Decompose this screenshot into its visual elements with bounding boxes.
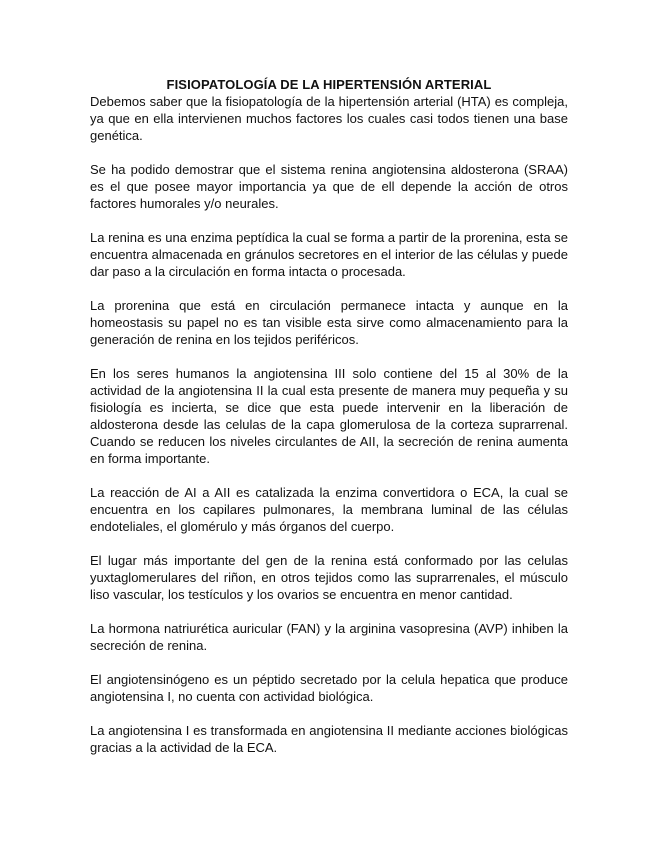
paragraph-3: La renina es una enzima peptídica la cual se forma a partir de la prorenina, esta se encuentra almacenada en gránulos secretores en el interior de las células y puede dar paso a la circulación en forma intacta o procesada. (90, 230, 568, 279)
paragraph-10: La angiotensina I es transformada en angiotensina II mediante acciones biológicas gracias a la actividad de la ECA. (90, 723, 568, 755)
paragraph-7: El lugar más importante del gen de la renina está conformado por las celulas yuxtaglomerulares del riñon, en otros tejidos como las suprarrenales, el músculo liso vascular, los testículos y los ovarios se encuentra en menor cantidad. (90, 553, 568, 602)
paragraph-4: La prorenina que está en circulación permanece intacta y aunque en la homeostasis su papel no es tan visible esta sirve como almacenamiento para la generación de renina en los tejidos periféricos. (90, 298, 568, 347)
paragraph-6: La reacción de AI a AII es catalizada la enzima convertidora o ECA, la cual se encuentra en los capilares pulmonares, la membrana luminal de las células endoteliales, el glomérulo y más órganos del cuerpo. (90, 485, 568, 534)
paragraph-spacer (90, 348, 568, 365)
paragraph-8: La hormona natriurética auricular (FAN) y la arginina vasopresina (AVP) inhiben la secreción de renina. (90, 621, 568, 653)
paragraph-2: Se ha podido demostrar que el sistema renina angiotensina aldosterona (SRAA) es el que posee mayor importancia ya que de ell depende la acción de otros factores humorales y/o neurales. (90, 162, 568, 211)
paragraph-spacer (90, 603, 568, 620)
paragraph-spacer (90, 144, 568, 161)
paragraph-spacer (90, 535, 568, 552)
document-title: FISIOPATOLOGÍA DE LA HIPERTENSIÓN ARTERIAL (166, 77, 492, 92)
paragraph-5: En los seres humanos la angiotensina III solo contiene del 15 al 30% de la actividad de la angiotensina II la cual esta presente de manera muy pequeña y su fisiología es incierta, se dice que esta puede intervenir en la liberación de aldosterona desde las celulas de la capa glomerulosa de la corteza suprarrenal. Cuando se reducen los niveles circulantes de AII, la secreción de renina aumenta en forma importante. (90, 366, 568, 466)
paragraph-spacer (90, 212, 568, 229)
paragraph-spacer (90, 280, 568, 297)
paragraph-spacer (90, 654, 568, 671)
document-body (90, 76, 568, 756)
paragraph-spacer (90, 705, 568, 722)
paragraph-1: Debemos saber que la fisiopatología de la hipertensión arterial (HTA) es compleja, ya que en ella intervienen muchos factores los cuales casi todos tienen una base genética. (90, 94, 568, 143)
paragraph-9: El angiotensinógeno es un péptido secretado por la celula hepatica que produce angiotensina I, no cuenta con actividad biológica. (90, 672, 568, 704)
paragraph-spacer (90, 467, 568, 484)
